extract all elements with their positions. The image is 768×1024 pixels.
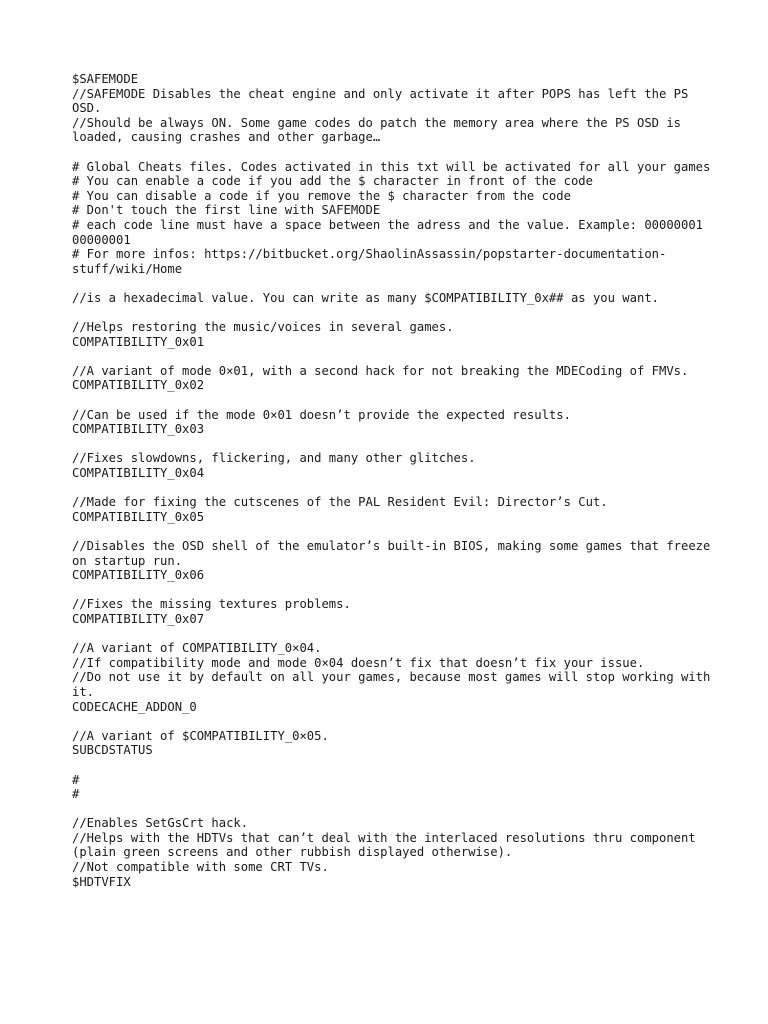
compatibility-0x04-block (72, 451, 712, 480)
text-line: //Not compatible with some CRT TVs. (72, 860, 329, 875)
text-line: # each code line must have a space between the adress and the value. Example: 00000001 00000001 (72, 217, 711, 247)
compatibility-0x05-block (72, 495, 712, 524)
compatibility-0x01-block (72, 320, 712, 349)
text-line: # You can disable a code if you remove the $ character from the code (72, 188, 571, 203)
text-line: //Disables the OSD shell of the emulator’s built-in BIOS, making some games that freeze on startup run. (72, 539, 718, 568)
text-line: # Don't touch the first line with SAFEMODE (72, 203, 381, 218)
text-line: $HDTVFIX (72, 874, 131, 889)
text-line: //Enables SetGsCrt hack. (72, 816, 249, 831)
text-line: //A variant of $COMPATIBILITY_0×05. (72, 728, 329, 743)
codecache-addon-block (72, 641, 718, 714)
text-line: # (72, 772, 80, 787)
subcdstatus-block (72, 729, 712, 758)
text-line: //Can be used if the mode 0×01 doesn’t provide the expected results. (72, 407, 571, 422)
text-line: COMPATIBILITY_0x03 (72, 422, 205, 437)
text-line: //Helps with the HDTVs that can’t deal with the interlaced resolutions thru component (plain green screens and other rubbish displayed otherwise). (72, 830, 704, 860)
text-line: COMPATIBILITY_0x06 (72, 568, 205, 583)
text-line: CODECACHE_ADDON_0 (72, 699, 197, 714)
compatibility-0x06-block (72, 539, 718, 583)
text-line: //A variant of mode 0×01, with a second hack for not breaking the MDECoding of FMVs. (72, 363, 689, 378)
hash-separator-block (72, 773, 712, 802)
text-line: //Do not use it by default on all your games, because most games will stop working with it. (72, 670, 718, 699)
text-line: COMPATIBILITY_0x04 (72, 466, 205, 481)
text-line: //SAFEMODE Disables the cheat engine and only activate it after POPS has left the PS OSD. (72, 86, 696, 116)
text-line: # For more infos: https://bitbucket.org/ShaolinAssassin/popstarter-documentation-stuff/wiki/Home (72, 247, 667, 276)
compatibility-0x07-block (72, 597, 712, 626)
hex-value-note-block (72, 291, 712, 306)
text-line: COMPATIBILITY_0x07 (72, 611, 205, 626)
global-cheats-notes-block (72, 160, 712, 277)
text-line: //Fixes the missing textures problems. (72, 597, 351, 612)
text-line: $SAFEMODE (72, 72, 139, 86)
text-line: # (72, 787, 80, 802)
safemode-block (72, 72, 712, 145)
text-line: COMPATIBILITY_0x02 (72, 378, 205, 393)
text-line: COMPATIBILITY_0x05 (72, 509, 205, 524)
text-line: SUBCDSTATUS (72, 743, 153, 758)
text-line: //Should be always ON. Some game codes do patch the memory area where the PS OSD is loaded, causing crashes and other garbage… (72, 115, 689, 145)
cheats-text-document (72, 72, 718, 904)
text-line: //Made for fixing the cutscenes of the PAL Resident Evil: Director’s Cut. (72, 495, 608, 510)
text-line: # Global Cheats files. Codes activated in this txt will be activated for all your games (72, 159, 711, 174)
text-line: //Helps restoring the music/voices in several games. (72, 320, 454, 335)
compatibility-0x03-block (72, 408, 712, 437)
compatibility-0x02-block (72, 364, 712, 393)
hdtvfix-block (72, 816, 712, 889)
text-line: //If compatibility mode and mode 0×04 doesn’t fix that doesn’t fix your issue. (72, 655, 645, 670)
text-line: //Fixes slowdowns, flickering, and many other glitches. (72, 451, 476, 466)
text-line: # You can enable a code if you add the $ character in front of the code (72, 174, 593, 189)
text-line: COMPATIBILITY_0x01 (72, 334, 205, 349)
text-line: //is a hexadecimal value. You can write as many $COMPATIBILITY_0x## as you want. (72, 290, 659, 305)
text-line: //A variant of COMPATIBILITY_0×04. (72, 641, 322, 656)
